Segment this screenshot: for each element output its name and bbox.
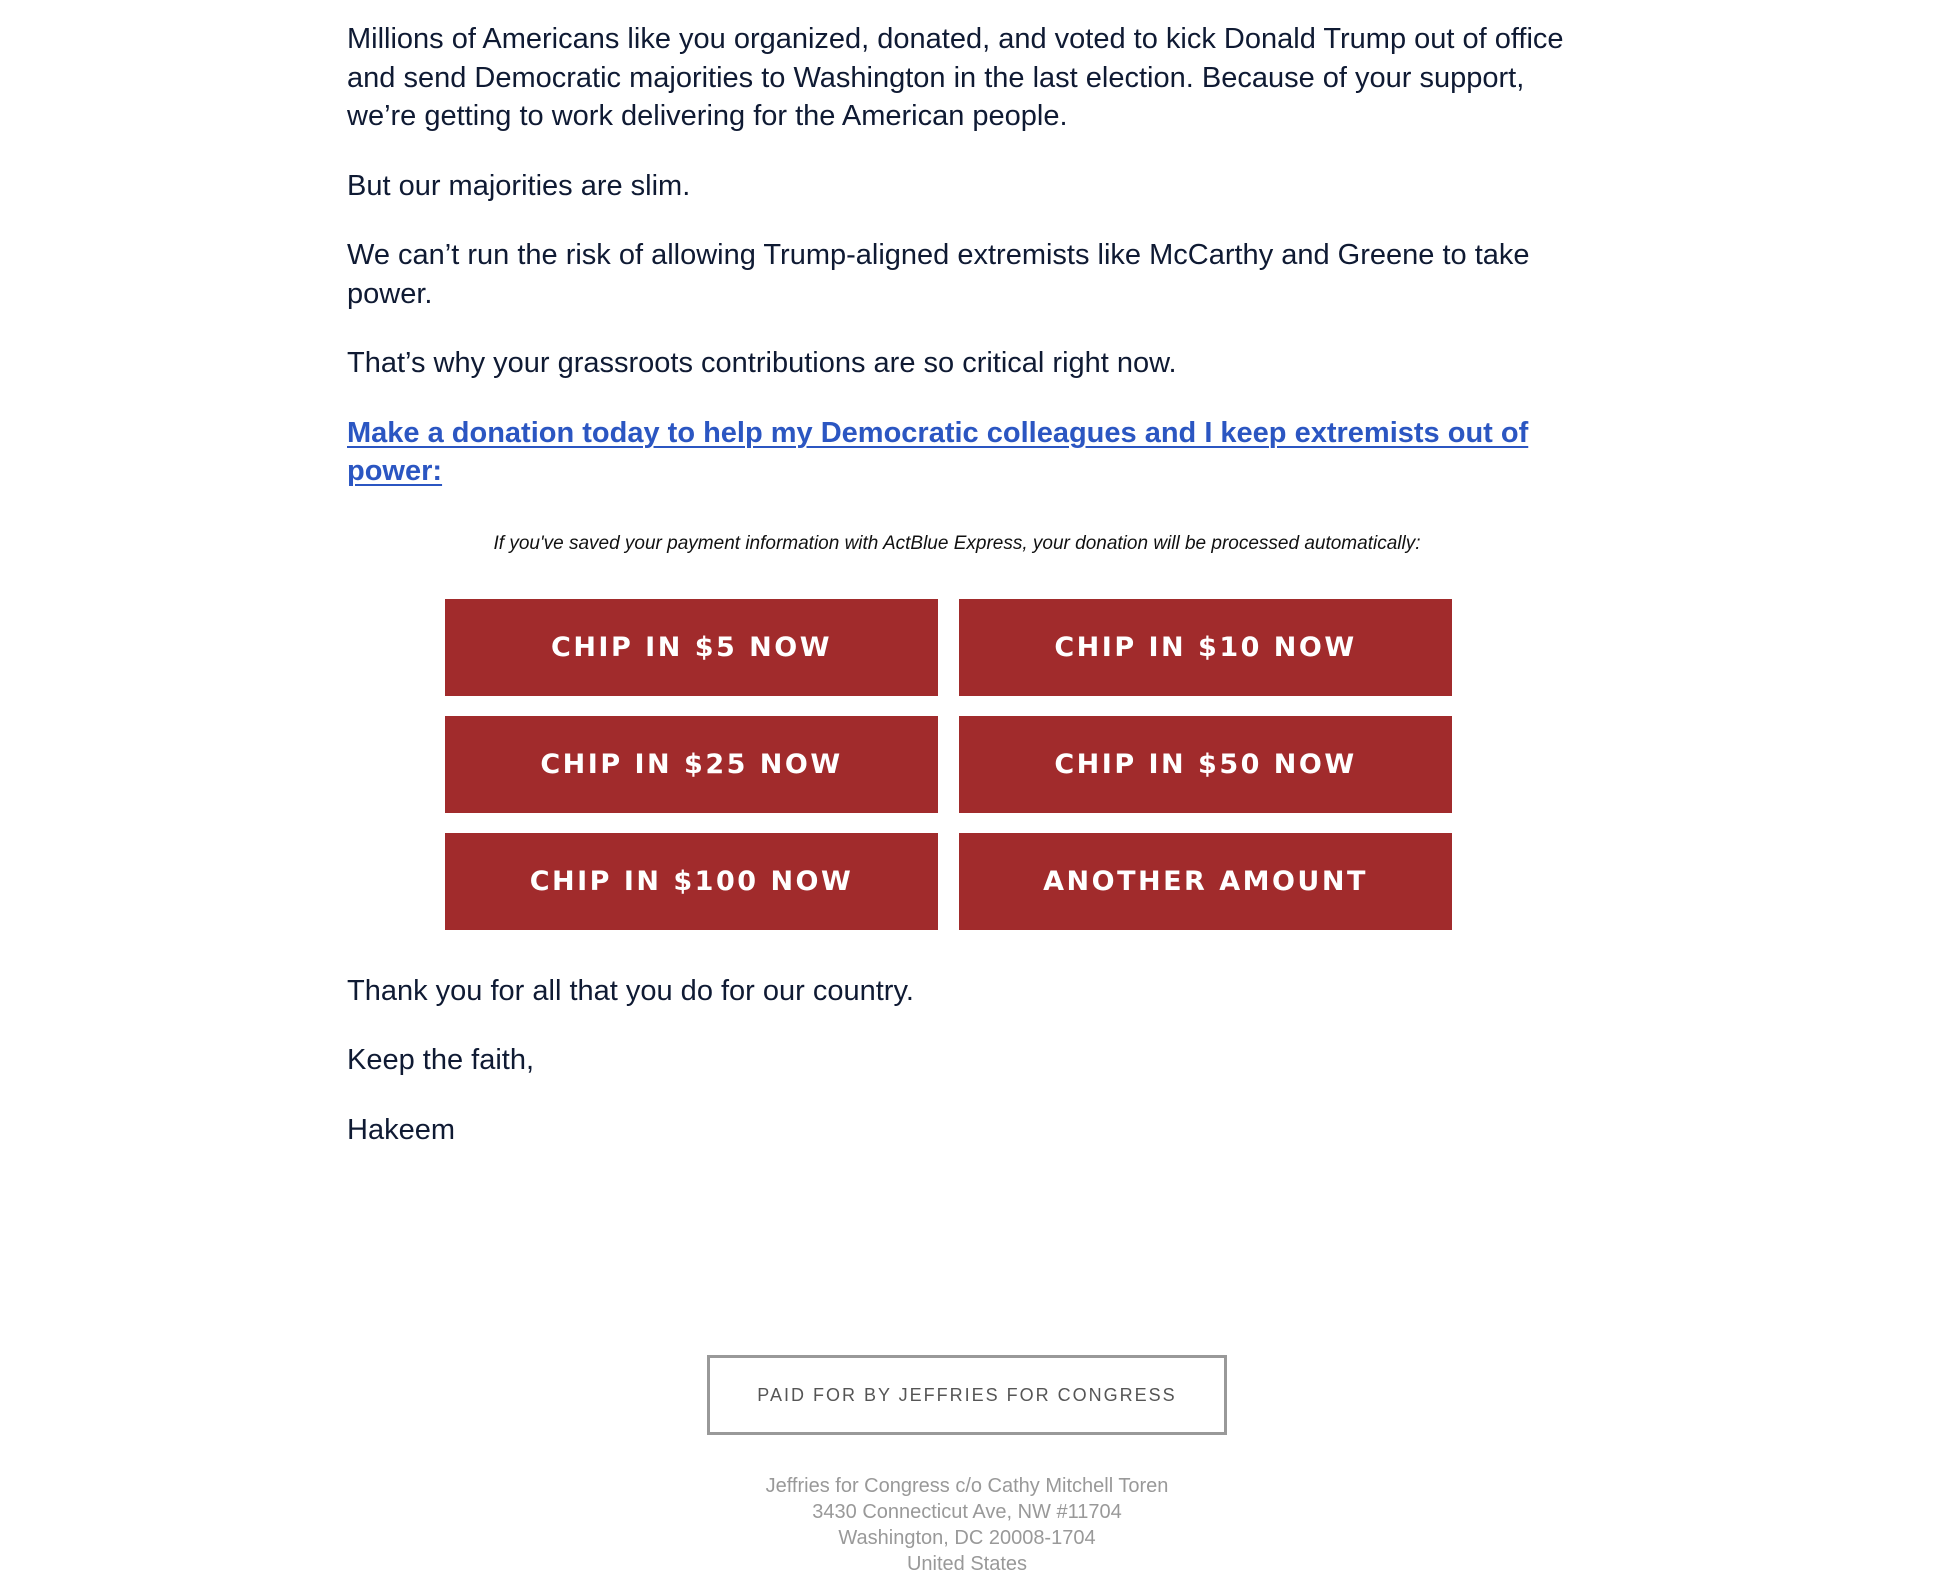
email-footer: [0, 1355, 1934, 1577]
address-line: Jeffries for Congress c/o Cathy Mitchell Toren: [765, 1475, 1169, 1497]
donation-button-grid: [445, 599, 1567, 930]
paid-for-disclaimer: PAID FOR BY JEFFRIES FOR CONGRESS: [707, 1355, 1227, 1435]
body-paragraph: That’s why your grassroots contributions are so critical right now.: [347, 347, 1177, 379]
body-paragraph: But our majorities are slim.: [347, 169, 691, 202]
chip-in-100-button[interactable]: CHIP IN $100 NOW: [445, 833, 938, 930]
body-paragraph: We can’t run the risk of allowing Trump-aligned extremists like McCarthy and Greene to take power.: [347, 239, 1530, 310]
address-line: Washington, DC 20008-1704: [838, 1527, 1096, 1549]
email-body: [347, 20, 1567, 1180]
actblue-express-note: If you've saved your payment information with ActBlue Express, your donation will be processed automatically:: [493, 532, 1421, 554]
address-line: United States: [906, 1553, 1028, 1575]
mailing-address: [0, 1473, 1934, 1577]
chip-in-25-button[interactable]: CHIP IN $25 NOW: [445, 716, 938, 813]
signature-name: Hakeem: [347, 1113, 455, 1146]
donate-link[interactable]: Make a donation today to help my Democratic colleagues and I keep extremists out of power:: [347, 416, 1529, 487]
closing-thanks: Thank you for all that you do for our country.: [347, 974, 914, 1007]
chip-in-10-button[interactable]: CHIP IN $10 NOW: [959, 599, 1452, 696]
another-amount-button[interactable]: ANOTHER AMOUNT: [959, 833, 1452, 930]
chip-in-50-button[interactable]: CHIP IN $50 NOW: [959, 716, 1452, 813]
address-line: 3430 Connecticut Ave, NW #11704: [812, 1501, 1122, 1523]
closing-salutation: Keep the faith,: [347, 1044, 535, 1076]
chip-in-5-button[interactable]: CHIP IN $5 NOW: [445, 599, 938, 696]
body-paragraph: Millions of Americans like you organized, donated, and voted to kick Donald Trump out of office and send Democratic majorities to Washington in the last election. Because of your support, we’re getting to work delivering for the American people.: [347, 23, 1564, 132]
